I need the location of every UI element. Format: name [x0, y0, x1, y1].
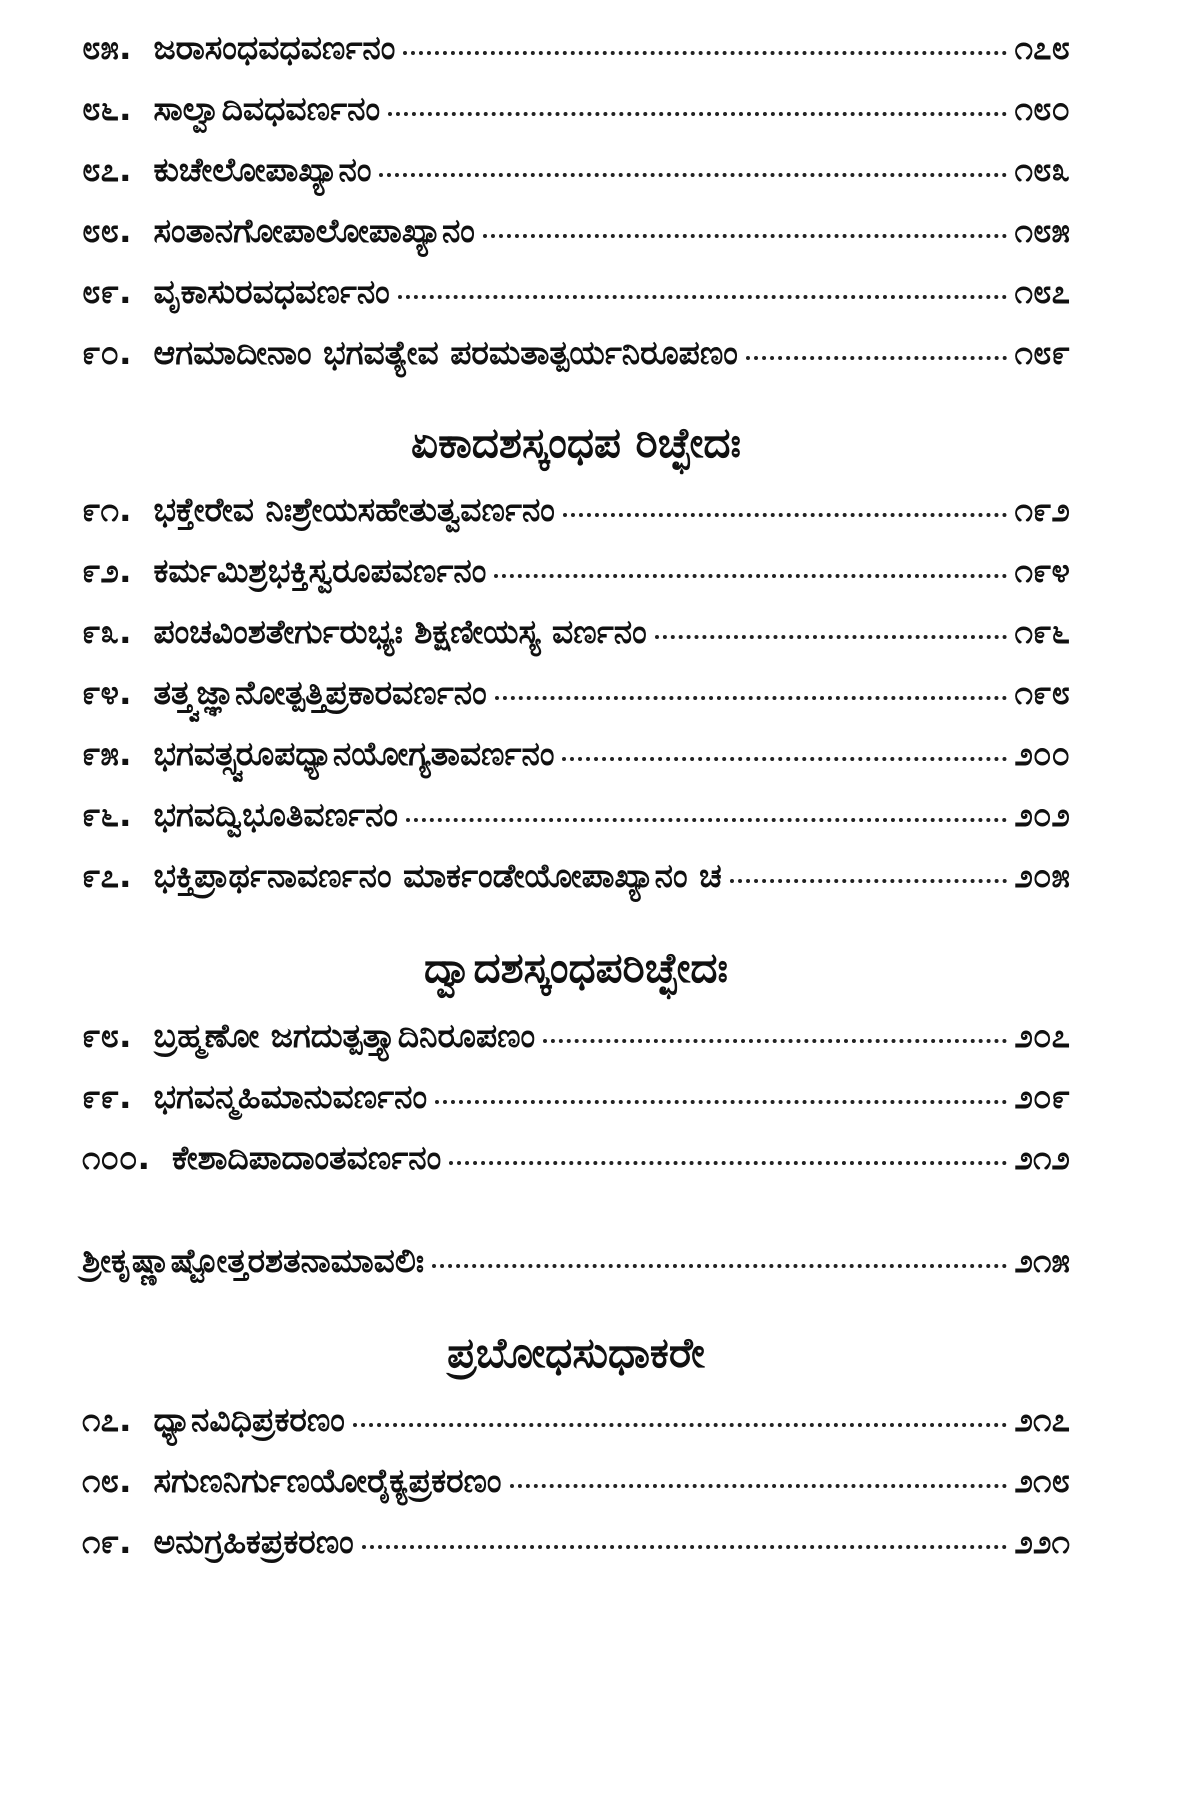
dot-leader	[495, 696, 1007, 700]
dot-leader	[562, 757, 1006, 761]
entry-number: ೯೮.	[82, 1015, 132, 1055]
entry-page-number: ೧೮೯	[1014, 333, 1070, 372]
entry-title: ಭಕ್ತೇರೇವ ನಿಃಶ್ರೇಯಸಹೇತುತ್ವವರ್ಣನಂ	[153, 490, 555, 530]
entry-title: ಸಗುಣನಿರ್ಗುಣಯೋರೈಕ್ಯಪ್ರಕರಣಂ	[153, 1461, 502, 1501]
dot-leader	[746, 356, 1007, 360]
entry-page-number: ೧೭೮	[1014, 28, 1070, 67]
toc-entry	[82, 89, 1070, 150]
toc-entry	[82, 28, 1070, 89]
dot-leader	[543, 1039, 1006, 1043]
entry-page-number: ೨೨೧	[1014, 1522, 1070, 1562]
entry-title: ತತ್ತ್ವಜ್ಞಾನೋತ್ಪತ್ತಿಪ್ರಕಾರವರ್ಣನಂ	[153, 673, 487, 713]
entry-title: ಭಕ್ತಿಪ್ರಾರ್ಥನಾವರ್ಣನಂ ಮಾರ್ಕಂಡೇಯೋಪಾಖ್ಯಾನಂ ಚ	[153, 856, 722, 896]
dot-leader	[398, 295, 1007, 299]
entry-page-number: ೨೧೭	[1014, 1400, 1070, 1440]
dot-leader	[432, 1264, 1006, 1268]
entry-number: ೯೫.	[82, 734, 132, 774]
entry-page-number: ೧೮೫	[1014, 211, 1070, 250]
entry-number: ೮೫.	[82, 28, 132, 67]
section-heading-prabodha: ಪ್ರಬೋಧಸುಧಾಕರೇ	[447, 1327, 705, 1377]
dot-leader	[449, 1161, 1006, 1165]
entry-title: ಧ್ಯಾನವಿಧಿಪ್ರಕರಣಂ	[153, 1400, 345, 1440]
toc-entry	[82, 150, 1070, 211]
entry-number: ೯೬.	[82, 795, 132, 835]
entry-title: ವೃಕಾಸುರವಧವರ್ಣನಂ	[153, 272, 390, 311]
dot-leader	[730, 879, 1007, 883]
entry-page-number: ೨೦೦	[1014, 734, 1070, 774]
dot-leader	[362, 1545, 1007, 1549]
toc-entry-ashtottara	[82, 1241, 1070, 1302]
entry-page-number: ೨೧೮	[1014, 1461, 1070, 1501]
section-heading-dvadasha: ದ್ವಾದಶಸ್ಕಂಧಪರಿಚ್ಛೇದಃ	[423, 943, 729, 993]
toc-entry	[82, 551, 1070, 612]
entry-page-number: ೨೦೫	[1014, 856, 1070, 896]
dot-leader	[510, 1484, 1007, 1488]
toc-entry	[82, 612, 1070, 673]
section-heading-ekadasha: ಏಕಾದಶಸ್ಕಂಧಪ ರಿಚ್ಛೇದಃ	[410, 418, 741, 467]
dot-leader	[379, 173, 1006, 177]
dot-leader	[353, 1423, 1007, 1427]
entry-title: ಬ್ರಹ್ಮಣೋ ಜಗದುತ್ಪತ್ತ್ಯಾದಿನಿರೂಪಣಂ	[153, 1015, 536, 1055]
dot-leader	[655, 635, 1007, 639]
entry-title: ಕೇಶಾದಿಪಾದಾಂತವರ್ಣನಂ	[171, 1137, 442, 1177]
toc-entry	[82, 734, 1070, 795]
entry-number: ೮೭.	[82, 150, 132, 189]
toc-section-2-list	[82, 1016, 1070, 1199]
entry-number: ೯೭.	[82, 856, 132, 896]
toc-entry	[82, 673, 1070, 734]
dot-leader	[388, 112, 1006, 116]
toc-entry	[82, 1138, 1070, 1199]
entry-title: ಸಂತಾನಗೋಪಾಲೋಪಾಖ್ಯಾನಂ	[153, 211, 475, 250]
entry-page-number: ೨೦೨	[1014, 795, 1070, 835]
dot-leader	[483, 234, 1007, 238]
toc-entry	[82, 1077, 1070, 1138]
toc-entry	[82, 272, 1070, 333]
entry-number: ೧೦೦.	[82, 1137, 150, 1177]
entry-number: ೯೨.	[82, 551, 132, 591]
entry-page-number: ೨೦೯	[1014, 1076, 1070, 1116]
entry-title: ಭಗವತ್ಸ್ವರೂಪಧ್ಯಾನಯೋಗ್ಯತಾವರ್ಣನಂ	[153, 734, 555, 774]
entry-page-number: ೨೦೭	[1014, 1015, 1070, 1055]
entry-page-number: ೧೮೦	[1014, 89, 1070, 128]
entry-page-number: ೧೯೮	[1014, 673, 1070, 713]
entry-page-number: ೨೧೨	[1014, 1137, 1070, 1177]
toc-top-list	[82, 28, 1070, 394]
entry-number: ೯೯.	[82, 1076, 132, 1116]
entry-number: ೯೦.	[82, 333, 132, 372]
entry-page-number: ೨೧೫	[1014, 1240, 1070, 1280]
dot-leader	[435, 1100, 1006, 1104]
entry-page-number: ೧೯೨	[1014, 490, 1070, 530]
toc-entry	[82, 1400, 1070, 1461]
entry-title: ಅನುಗ್ರಹಿಕಪ್ರಕರಣಂ	[153, 1522, 354, 1562]
entry-title: ಶ್ರೀಕೃಷ್ಣಾಷ್ಟೋತ್ತರಶತನಾಮಾವಲಿಃ	[82, 1240, 425, 1280]
entry-number: ೯೩.	[82, 612, 132, 652]
toc-entry	[82, 333, 1070, 394]
dot-leader	[406, 818, 1007, 822]
dot-leader	[563, 513, 1007, 517]
entry-title: ಜರಾಸಂಧವಧವರ್ಣನಂ	[153, 28, 396, 67]
entry-page-number: ೧೮೭	[1014, 272, 1070, 311]
entry-title: ಭಗವದ್ವಿಭೂತಿವರ್ಣನಂ	[153, 795, 399, 835]
entry-number: ೧೯.	[82, 1522, 132, 1562]
toc-section-3-list	[82, 1400, 1070, 1583]
entry-page-number: ೧೮೩	[1014, 150, 1070, 189]
toc-entry	[82, 211, 1070, 272]
entry-number: ೮೬.	[82, 89, 132, 128]
dot-leader	[403, 51, 1006, 55]
entry-title: ಆಗಮಾದೀನಾಂ ಭಗವತ್ಯೇವ ಪರಮತಾತ್ಪರ್ಯನಿರೂಪಣಂ	[153, 333, 738, 372]
entry-number: ೯೪.	[82, 673, 132, 713]
dot-leader	[494, 574, 1006, 578]
toc-entry	[82, 490, 1070, 551]
toc-entry	[82, 1461, 1070, 1522]
entry-title: ಕರ್ಮಮಿಶ್ರಭಕ್ತಿಸ್ವರೂಪವರ್ಣನಂ	[153, 551, 487, 591]
toc-entry	[82, 856, 1070, 917]
toc-entry	[82, 1522, 1070, 1583]
entry-page-number: ೧೯೪	[1014, 551, 1070, 591]
entry-title: ಭಗವನ್ಮಹಿಮಾನುವರ್ಣನಂ	[153, 1076, 428, 1116]
toc-entry	[82, 795, 1070, 856]
toc-section-1-list	[82, 490, 1070, 917]
entry-number: ೧೭.	[82, 1400, 132, 1440]
entry-title: ಸಾಲ್ವಾದಿವಧವರ್ಣನಂ	[153, 89, 381, 128]
toc-entry	[82, 1016, 1070, 1077]
entry-number: ೮೮.	[82, 211, 132, 250]
toc-standalone-list	[82, 1241, 1070, 1302]
entry-page-number: ೧೯೬	[1014, 612, 1070, 652]
entry-number: ೮೯.	[82, 272, 132, 311]
entry-number: ೯೧.	[82, 490, 132, 530]
entry-title: ಪಂಚವಿಂಶತೇರ್ಗುರುಭ್ಯಃ ಶಿಕ್ಷಣೀಯಸ್ಯ ವರ್ಣನಂ	[153, 612, 647, 652]
entry-number: ೧೮.	[82, 1461, 132, 1501]
entry-title: ಕುಚೇಲೋಪಾಖ್ಯಾನಂ	[153, 150, 372, 189]
